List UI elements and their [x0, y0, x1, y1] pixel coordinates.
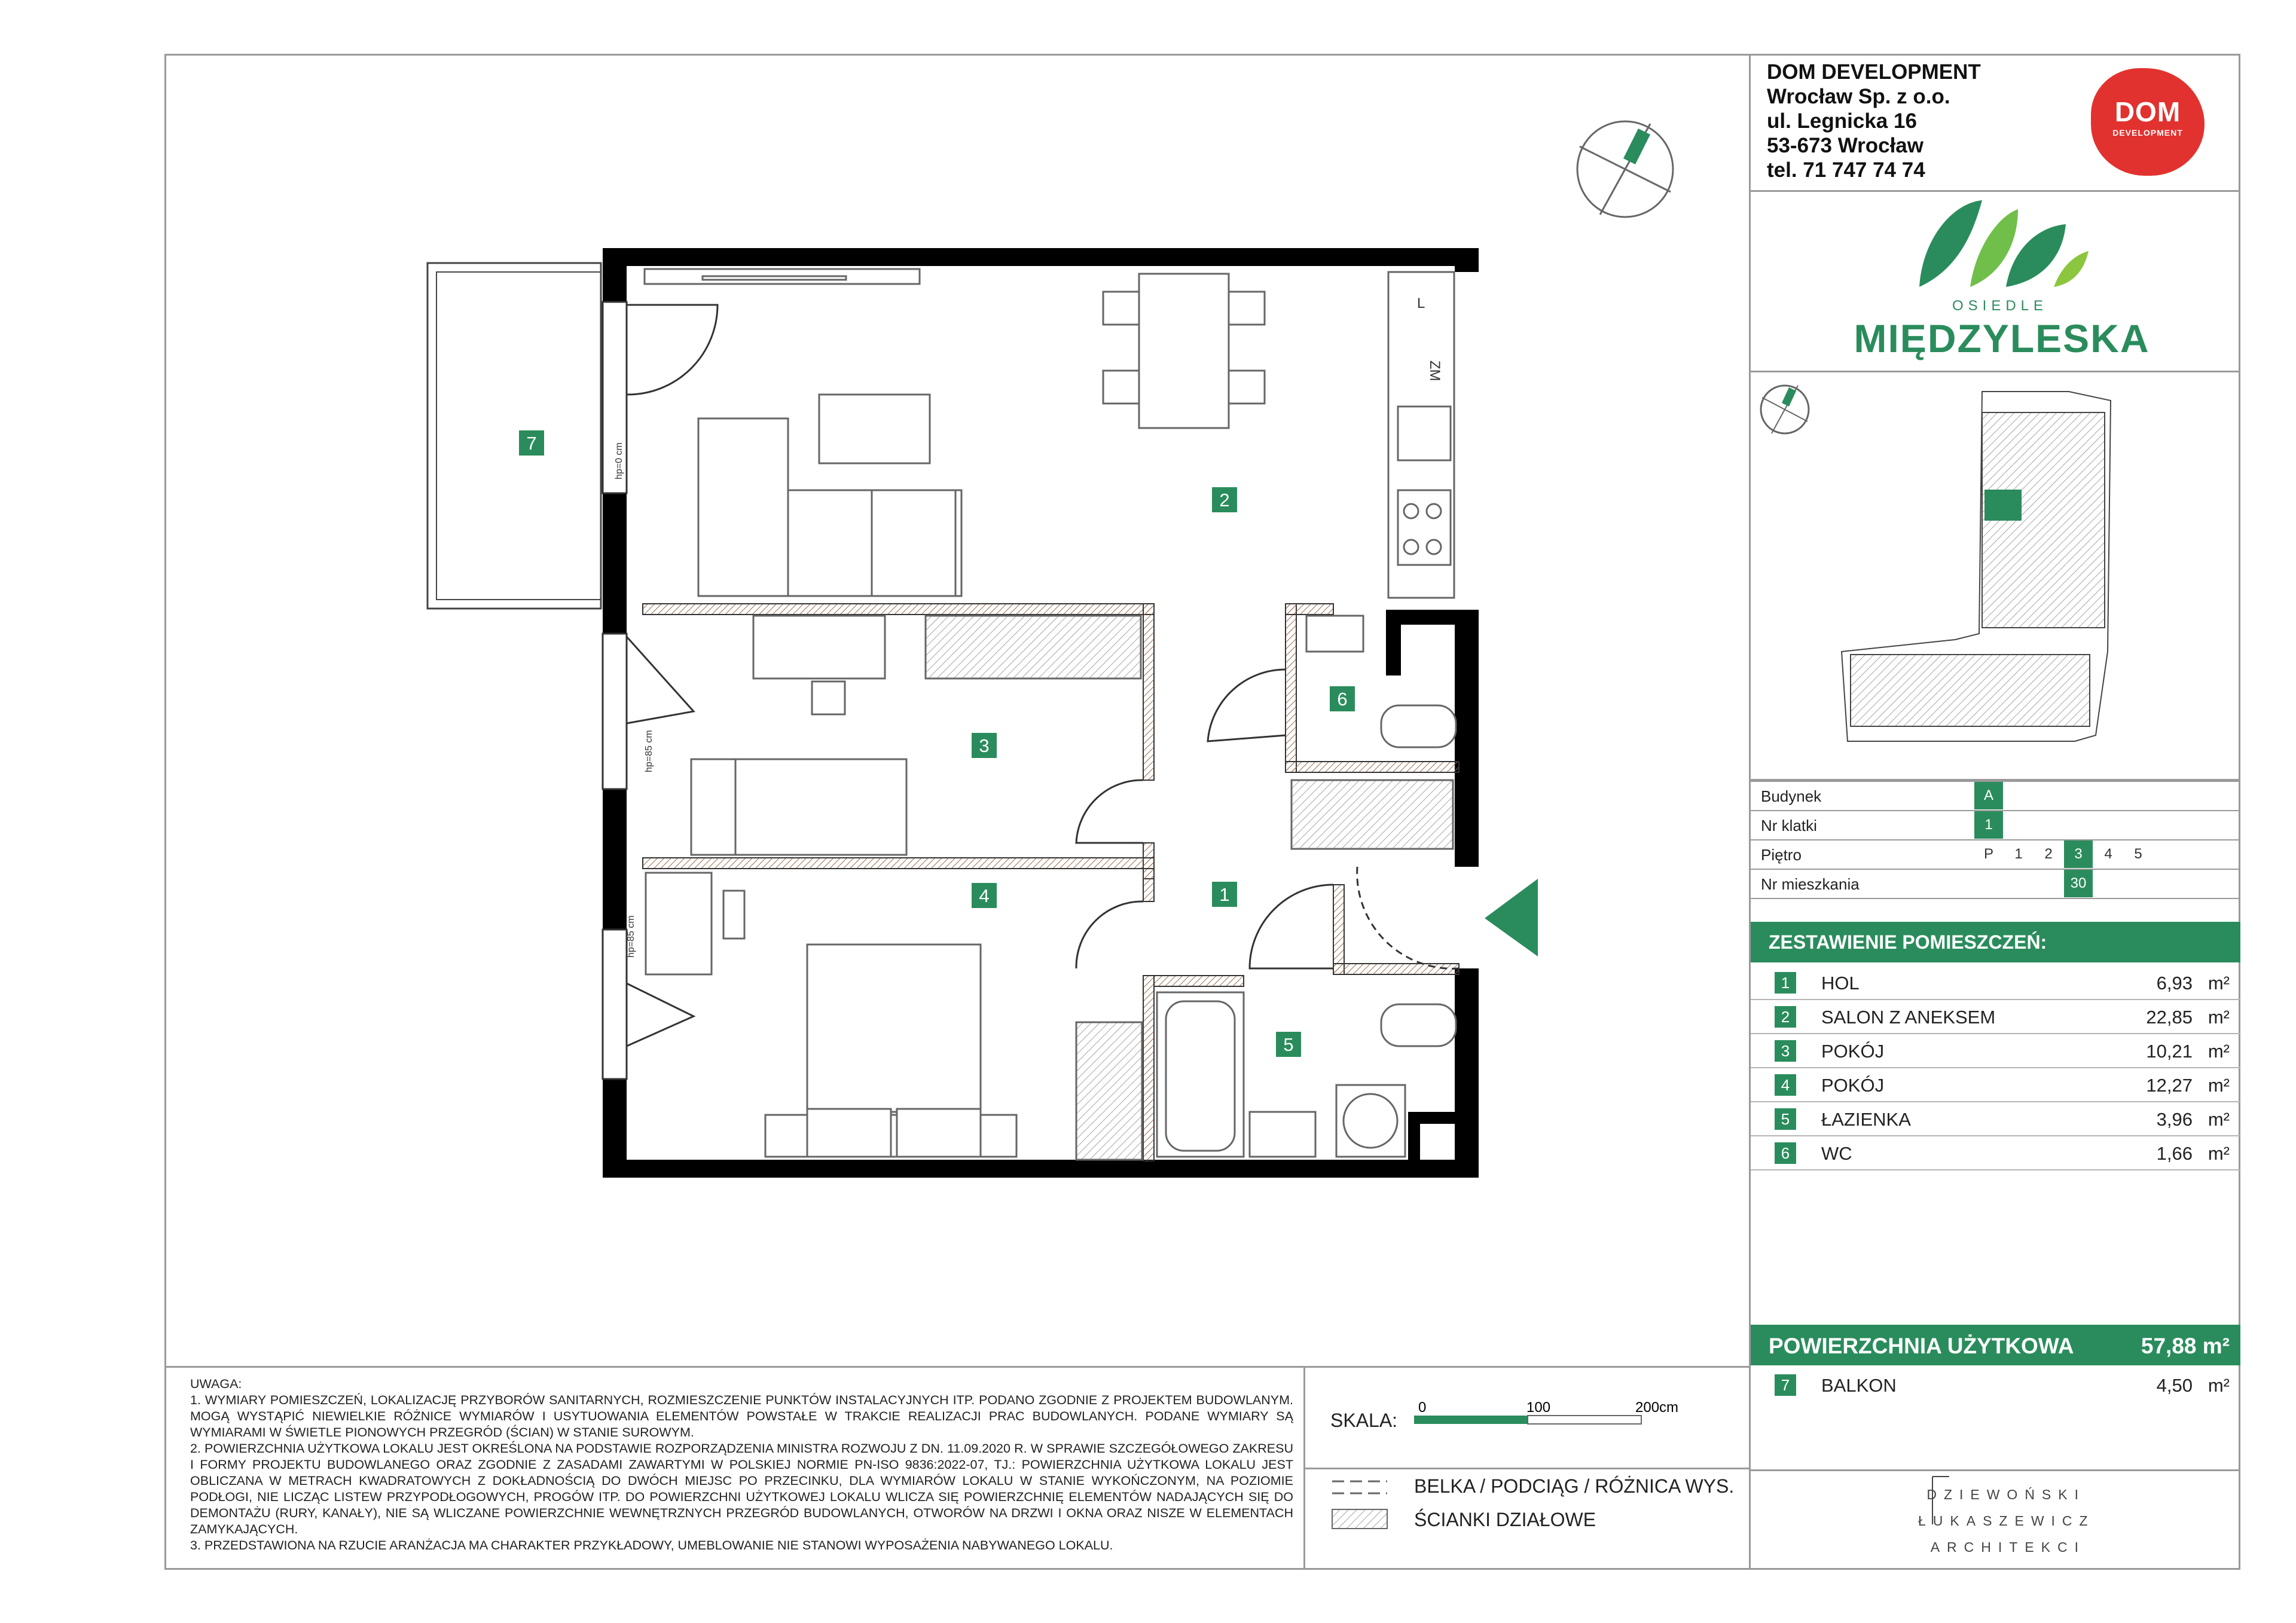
company-phone: tel. 71 747 74 74 — [1767, 158, 1925, 182]
scale-bar — [1414, 1399, 1678, 1424]
room-row-4 — [1751, 1069, 2240, 1102]
room-number: 6 — [1775, 1142, 1796, 1164]
usable-area-value: 57,88 m² — [2141, 1334, 2230, 1358]
scale-tick-100: 100 — [1526, 1399, 1551, 1416]
balcony-row — [1751, 1369, 2240, 1402]
estate-name: MIĘDZYLESKA — [1854, 316, 2150, 360]
klatka-value: 1 — [1974, 811, 2003, 839]
room-area: 3,96 m² — [2156, 1109, 2230, 1130]
room-row-1 — [1751, 967, 2240, 1000]
room-area: 12,27 m² — [2146, 1075, 2230, 1096]
room-name: POKÓJ — [1821, 1041, 1885, 1062]
company-name: DOM DEVELOPMENT — [1767, 60, 1981, 84]
room-number: 5 — [1775, 1108, 1796, 1130]
estate-prefix: OSIEDLE — [1952, 298, 2048, 314]
room-row-3 — [1751, 1035, 2240, 1068]
room-area: 10,21 m² — [2146, 1041, 2230, 1062]
company-street: ul. Legnicka 16 — [1767, 109, 1917, 133]
mieszkanie-label: Nr mieszkania — [1761, 875, 1860, 893]
legend-separator — [1303, 1468, 1750, 1469]
room-number: 2 — [1775, 1006, 1796, 1028]
room-area: 22,85 m² — [2146, 1007, 2230, 1028]
room-row-5 — [1751, 1103, 2240, 1136]
note-3: 3. PRZEDSTAWIONA NA RZUCIE ARANŻACJA MA CHARAKTER PRZYKŁADOWY, UMEBLOWANIE NIE STANOWI WYPOSAŻENIA NABYWANEGO LOKALU. — [190, 1538, 1113, 1552]
room-number: 3 — [1775, 1040, 1796, 1062]
budynek-label: Budynek — [1761, 787, 1822, 805]
room-row-2 — [1751, 1001, 2240, 1034]
architect-line-3: ARCHITEKCI — [1930, 1539, 2086, 1555]
scale-tick-200: 200cm — [1635, 1399, 1679, 1416]
note-2: 2. POWIERZCHNIA UŻYTKOWA LOKALU JEST OKREŚLONA NA PODSTAWIE ROZPORZĄDZENIA MINISTRA ROZWOJU Z DN. 11.09.2020 R. W SPRAWIE SZCZEGÓŁOWEGO ZAKRESU I FORMY PROJEKTU BUDOWLANEGO ORAZ ZGODNIE Z ZASADAMI ZAWARTYMI W POLSKIEJ NORMIE PN-ISO 9836:2022-07, TJ.: POWIERZCHNIA UŻYTKOWA LOKALU JEST OBLICZANA W METRACH KWADRATOWYCH Z DOKŁADNOŚCIĄ DO DWÓCH MIEJSC PO PRZECINKU, DLA WYMIARÓW LOKALU W STANIE WYKOŃCZONYM, NA POZIOMIE PODŁOGI, NIE LICZĄC LISTEW PRZYPODŁOGOWYCH, PROGÓW ITP. DO POWIERZCHNI UŻYTKOWEJ LOKALU WLICZA SIĘ POWIERZCHNIĘ ELEMENTÓW NADAJĄCYCH SIĘ DO DEMONTAŻU (RURY, KANAŁY), NIE SĄ WLICZANE POWIERZCHNIE WEWNĘTRZNYCH PRZEGRÓD BUDOWLANYCH, OTWORÓW NA DRZWI I OKNA ORAZ NISZE W ELEMENTACH ZAMYKAJĄCYCH. — [190, 1441, 1293, 1536]
company-address — [1767, 60, 1981, 182]
pietro-cell-1: 1 — [2014, 846, 2023, 862]
architect-line-2: ŁUKASZEWICZ — [1918, 1513, 2095, 1529]
room-name: BALKON — [1821, 1375, 1897, 1396]
window-hp-label-1: hp=0 cm — [614, 442, 624, 479]
panel-separator — [1749, 1469, 2240, 1471]
logo-text-big: DOM — [2114, 96, 2181, 127]
pietro-cell-2: 2 — [2044, 846, 2053, 862]
logo-text-small: DEVELOPMENT — [2112, 128, 2183, 137]
pietro-cell-3: 3 — [2064, 840, 2093, 868]
room-name: SALON Z ANEKSEM — [1821, 1007, 1996, 1028]
rooms-header — [1751, 922, 2240, 962]
notes-block — [190, 1376, 1293, 1554]
notes-separator — [164, 1366, 1750, 1368]
mieszkanie-value: 30 — [2064, 870, 2093, 897]
pietro-cell-p: P — [1983, 846, 1993, 862]
room-name: POKÓJ — [1821, 1075, 1885, 1096]
window-hp-label-3: hp=85 cm — [626, 915, 636, 958]
note-1: 1. WYMIARY POMIESZCZEŃ, LOKALIZACJĘ PRZYBORÓW SANITARNYCH, ROZMIESZCZENIE PUNKTÓW INSTALACYJNYCH ITP. PODANO ZGODNIE Z PROJEKTEM BUDOWLANYM. MOGĄ WYSTĄPIĆ NIEWIELKIE RÓŻNICE WYMIARÓW I USYTUOWANIA ELEMENTÓW POWSTAŁE W TRAKCIE REALIZACJI PRAC BUDOWLANYCH. PODANE WYMIARY SĄ WYMIARAMI W ŚWIETLE PIONOWYCH PRZEGRÓD (ŚCIAN) W STANIE SUROWYM. — [190, 1393, 1293, 1439]
keyplan-compass-icon — [1761, 386, 1809, 433]
exterior-walls — [603, 248, 1479, 1178]
room-number: 1 — [1775, 972, 1796, 994]
room-tag-7: 7 — [526, 433, 537, 454]
pietro-cell-5: 5 — [2134, 846, 2142, 862]
room-tag-2: 2 — [1219, 490, 1230, 511]
panel-separator — [1749, 190, 2240, 192]
room-name: HOL — [1821, 973, 1860, 994]
kitchen-label-l: L — [1417, 295, 1425, 311]
company-name2: Wrocław Sp. z o.o. — [1767, 85, 1950, 108]
architect-logo — [1918, 1481, 2095, 1560]
legend-beam-text: BELKA / PODCIĄG / RÓŻNICA WYS. — [1414, 1475, 1735, 1497]
legend-symbols — [1332, 1481, 1387, 1529]
architect-line-1: DZIEWOŃSKI — [1926, 1487, 2086, 1502]
balcony-outline — [428, 263, 601, 609]
usable-area-label: POWIERZCHNIA UŻYTKOWA — [1769, 1334, 2074, 1358]
furniture — [645, 269, 1456, 1160]
estate-leaf-logo — [1916, 197, 2090, 293]
room-tag-5: 5 — [1283, 1034, 1294, 1055]
room-tag-1: 1 — [1219, 884, 1230, 905]
pietro-cell-4: 4 — [2104, 846, 2112, 862]
room-area: 4,50 m² — [2156, 1375, 2230, 1396]
room-area: 6,93 m² — [2156, 973, 2230, 994]
klatka-label: Nr klatki — [1761, 817, 1817, 835]
room-name: WC — [1821, 1143, 1852, 1164]
kitchen-label-zm: ZM — [1427, 360, 1443, 381]
scale-label: SKALA: — [1330, 1410, 1398, 1431]
window-hp-label-2: hp=85 cm — [644, 730, 654, 772]
company-city: 53-673 Wrocław — [1767, 134, 1923, 157]
notes-title: UWAGA: — [190, 1377, 242, 1391]
panel-separator — [1749, 371, 2240, 372]
room-tag-6: 6 — [1337, 689, 1348, 710]
legend-partitions-text: ŚCIANKI DZIAŁOWE — [1414, 1509, 1596, 1530]
room-number: 4 — [1775, 1074, 1796, 1096]
room-name: ŁAZIENKA — [1821, 1109, 1911, 1130]
pietro-label: Piętro — [1761, 846, 1802, 864]
rooms-header-text: ZESTAWIENIE POMIESZCZEŃ: — [1769, 931, 2047, 953]
entrance-arrow — [1485, 879, 1538, 956]
room-row-6 — [1751, 1137, 2240, 1170]
room-number: 7 — [1775, 1374, 1796, 1396]
scale-tick-0: 0 — [1418, 1399, 1427, 1416]
window-frames — [603, 302, 627, 1079]
budynek-value: A — [1974, 782, 2003, 809]
room-tag-3: 3 — [979, 735, 990, 756]
room-tag-4: 4 — [979, 885, 990, 906]
room-area: 1,66 m² — [2156, 1143, 2230, 1164]
compass-icon — [1577, 121, 1673, 217]
building-keyplan — [1842, 392, 2111, 741]
usable-area-bar — [1751, 1325, 2240, 1365]
